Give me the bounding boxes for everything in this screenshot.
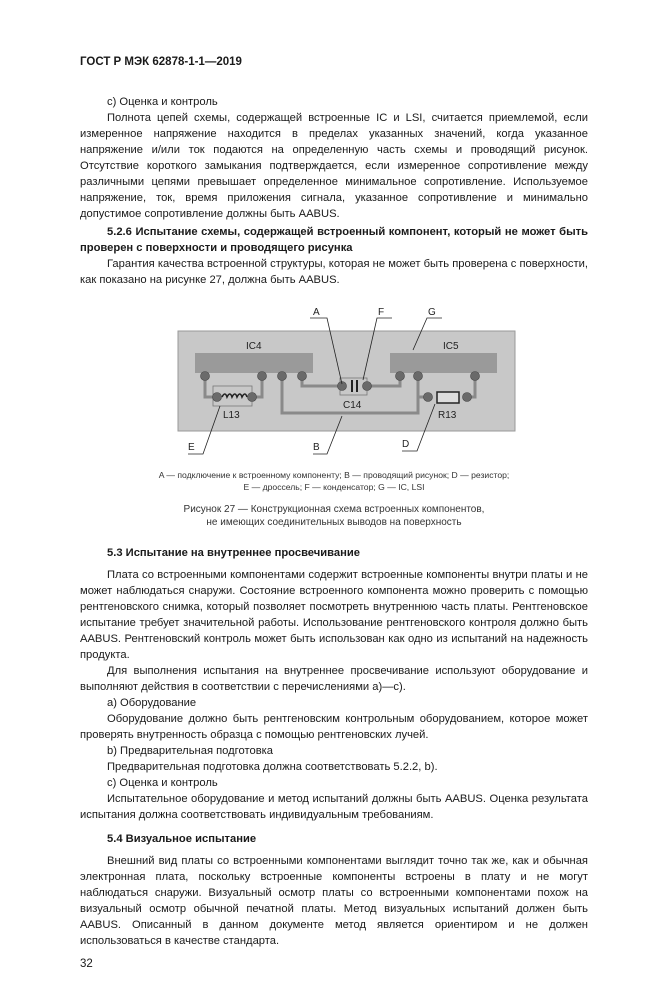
- figure-legend: [124, 469, 544, 493]
- figure-27-diagram: [170, 298, 520, 463]
- caption-line: Рисунок 27 — Конструкционная схема встроенных компонентов,: [183, 504, 485, 515]
- paragraph: Испытательное оборудование и метод испытаний должны быть AABUS. Оценка результата испытания должна соответствовать индивидуальным требованиям.: [80, 793, 588, 821]
- paragraph: Для выполнения испытания на внутреннее просвечивание используют оборудование и выполняют действия в соответствии с перечислениями a)—c).: [80, 665, 588, 693]
- label-c14: C14: [343, 400, 362, 411]
- list-item-b: b) Предварительная подготовка: [107, 745, 274, 757]
- label-g: G: [428, 307, 436, 318]
- label-a: A: [313, 307, 320, 318]
- caption-line: не имеющих соединительных выводов на поверхность: [206, 517, 462, 528]
- section-5-2-6: [80, 224, 588, 288]
- list-item-c: c) Оценка и контроль: [107, 777, 218, 789]
- figure-caption: [124, 503, 544, 529]
- paragraph: Плата со встроенными компонентами содержит встроенные компоненты внутри платы и не может наблюдаться снаружи. Состояние встроенного компонента можно проверить с помощью рентгеновского снимка, который позволяет посмотреть внутреннюю часть платы. Рентгеновское испытание требует значительной работы. Использование рентгеновского контроля должно быть AABUS. Рентгеновский контроль может быть использован как одно из испытаний на надежность продукта.: [80, 569, 588, 661]
- label-r13: R13: [438, 410, 457, 421]
- list-item-a: a) Оборудование: [107, 697, 197, 709]
- page-number: 32: [80, 958, 93, 970]
- paragraph: Внешний вид платы со встроенными компонентами выглядит точно так же, как и обычная электронная плата, поскольку встроенные компоненты встроены в плату и не могут наблюдаться снаружи. Визуальный осмотр платы со встроенными компонентами похож на визуальный осмотр обычной печатной платы. Метод визуальных испытаний должен быть AABUS. Описанный в данном документе метод является ориентиром и не должен использоваться в качестве стандарта.: [80, 855, 588, 947]
- paragraph: Оборудование должно быть рентгеновским контрольным оборудованием, которое может проверять внутренность образца с помощью рентгеновских лучей.: [80, 713, 588, 741]
- label-f: F: [378, 307, 385, 318]
- ic5-chip: [390, 353, 497, 373]
- label-ic4: IC4: [246, 341, 262, 352]
- label-ic5: IC5: [443, 341, 459, 352]
- document-header: ГОСТ Р МЭК 62878-1-1—2019: [80, 56, 242, 68]
- paragraph: Предварительная подготовка должна соответствовать 5.2.2, b).: [107, 761, 438, 773]
- section-5-3: [80, 545, 588, 823]
- label-b: B: [313, 442, 320, 453]
- paragraph: Полнота цепей схемы, содержащей встроенные IC и LSI, считается приемлемой, если измеренное напряжение находится в пределах указанных значений, когда указанное напряжение и/или ток подаются на определенную часть схемы и проводящий рисунок. Отсутствие короткого замыкания подтверждается, если измеренное сопротивление между различными цепями превышает определенное минимальное сопротивление. Используемое напряжение, ток, время приложения сигнала, указанное сопротивление и минимально допустимое сопротивление должны быть AABUS.: [80, 112, 588, 220]
- section-heading: 5.4 Визуальное испытание: [107, 833, 257, 845]
- section-heading: 5.2.6 Испытание схемы, содержащей встроенный компонент, который не может быть проверен с поверхности и проводящего рисунка: [80, 226, 588, 254]
- section-5-4: [80, 831, 588, 949]
- label-l13: L13: [223, 410, 240, 421]
- section-heading: 5.3 Испытание на внутреннее просвечивание: [107, 547, 360, 559]
- label-e: E: [188, 442, 195, 453]
- ic4-chip: [195, 353, 313, 373]
- label-d: D: [402, 439, 410, 450]
- section-5-2-5-c: [80, 94, 588, 222]
- figure-27: [80, 298, 588, 529]
- paragraph: Гарантия качества встроенной структуры, которая не может быть проверена с поверхности, как показано на рисунке 27, должна быть AABUS.: [80, 258, 588, 286]
- legend-line: A — подключение к встроенному компоненту; B — проводящий рисунок; D — резистор;: [158, 470, 510, 480]
- list-item-c: c) Оценка и контроль: [107, 96, 218, 108]
- legend-line: E — дроссель; F — конденсатор; G — IC, LSI: [243, 482, 425, 492]
- resistor-body: [437, 392, 459, 403]
